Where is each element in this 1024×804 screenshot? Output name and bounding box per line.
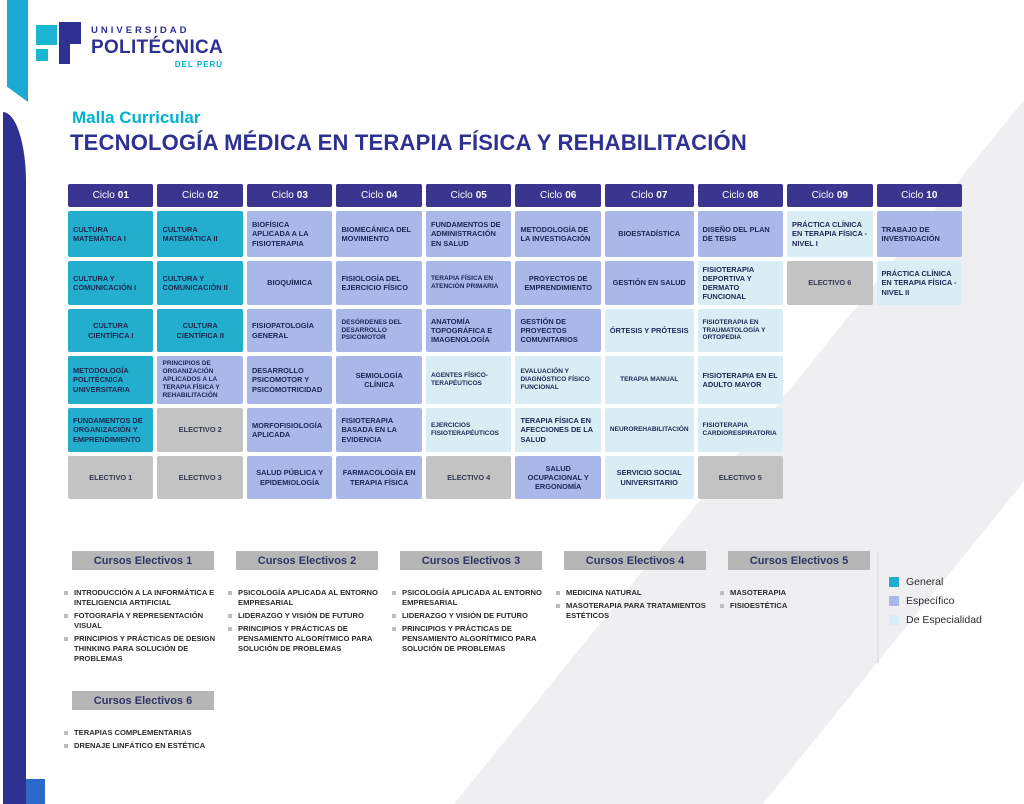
course-cell: CULTURA CIENTÍFICA II xyxy=(157,309,242,352)
cycle-header: Ciclo 05 xyxy=(426,184,512,207)
elective-course: PRINCIPIOS Y PRÁCTICAS DE PENSAMIENTO ALGORÍTMICO PARA SOLUCIÓN DE PROBLEMAS xyxy=(228,624,384,654)
elective-course: PSICOLOGÍA APLICADA AL ENTORNO EMPRESARIAL xyxy=(392,588,548,608)
course-cell: FUNDAMENTOS DE ORGANIZACIÓN Y EMPRENDIMIENTO xyxy=(68,408,153,452)
course-cell: MORFOFISIOLOGÍA APLICADA xyxy=(247,408,332,452)
course-cell: DESARROLLO PSICOMOTOR Y PSICOMOTRICIDAD xyxy=(247,356,332,404)
course-cell: ÓRTESIS Y PRÓTESIS xyxy=(605,309,694,352)
course-cell: EVALUACIÓN Y DIAGNÓSTICO FÍSICO FUNCIONAL xyxy=(515,356,600,404)
course-cell: CULTURA Y COMUNICACIÓN I xyxy=(68,261,153,305)
elective-course: FOTOGRAFÍA Y REPRESENTACIÓN VISUAL xyxy=(64,611,220,631)
course-cell: FISIOPATOLOGÍA GENERAL xyxy=(247,309,332,352)
elective-group xyxy=(392,551,556,667)
legend-label-especifico: Específico xyxy=(906,595,955,607)
course-cell: CULTURA CIENTÍFICA I xyxy=(68,309,153,352)
elective-group-title: Cursos Electivos 4 xyxy=(564,551,706,570)
legend-swatch-general xyxy=(889,577,899,587)
course-cell: FARMACOLOGÍA EN TERAPIA FÍSICA xyxy=(336,456,421,499)
elective-course: INTRODUCCIÓN A LA INFORMÁTICA E INTELIGENCIA ARTIFICIAL xyxy=(64,588,220,608)
cycle-header: Ciclo 07 xyxy=(605,184,694,207)
course-cell: ELECTIVO 2 xyxy=(157,408,242,452)
cycle-header: Ciclo 02 xyxy=(157,184,242,207)
course-cell: FISIOTERAPIA CARDIORESPIRATORIA xyxy=(698,408,783,452)
elective-group-title: Cursos Electivos 3 xyxy=(400,551,542,570)
left-cyan-accent xyxy=(7,0,28,102)
course-cell: BIOMECÁNICA DEL MOVIMIENTO xyxy=(336,211,421,257)
elective-course: PRINCIPIOS Y PRÁCTICAS DE PENSAMIENTO ALGORÍTMICO PARA SOLUCIÓN DE PROBLEMAS xyxy=(392,624,548,654)
logo-line-universidad: UNIVERSIDAD xyxy=(91,25,190,36)
elective-groups-row xyxy=(64,551,884,667)
course-cell: DESÓRDENES DEL DESARROLLO PSICOMOTOR xyxy=(336,309,421,352)
course-type-legend xyxy=(889,576,982,633)
course-cell: METODOLOGÍA POLITÉCNICA UNIVERSITARIA xyxy=(68,356,153,404)
course-cell: NEUROREHABILITACIÓN xyxy=(605,408,694,452)
left-navy-bar xyxy=(3,112,26,804)
cycle-header: Ciclo 08 xyxy=(698,184,783,207)
course-cell: TRABAJO DE INVESTIGACIÓN xyxy=(877,211,962,257)
empty-slot xyxy=(877,356,962,404)
course-cell: TERAPIA FÍSICA EN ATENCIÓN PRIMARIA xyxy=(426,261,512,305)
course-cell: ELECTIVO 1 xyxy=(68,456,153,499)
bottom-left-accent xyxy=(26,779,45,804)
elective-group xyxy=(556,551,720,667)
legend-label-general: General xyxy=(906,576,944,588)
empty-slot xyxy=(877,408,962,452)
page-title: TECNOLOGÍA MÉDICA EN TERAPIA FÍSICA Y REHABILITACIÓN xyxy=(70,130,747,155)
elective-course: PRINCIPIOS Y PRÁCTICAS DE DESIGN THINKING PARA SOLUCIÓN DE PROBLEMAS xyxy=(64,634,220,664)
empty-slot xyxy=(877,309,962,352)
elective-course-list xyxy=(392,588,548,654)
cycle-header: Ciclo 01 xyxy=(68,184,153,207)
course-cell: SEMIOLOGÍA CLÍNICA xyxy=(336,356,421,404)
course-cell: CULTURA MATEMÁTICA I xyxy=(68,211,153,257)
elective-course-list xyxy=(228,588,384,654)
course-cell: ELECTIVO 3 xyxy=(157,456,242,499)
course-cell: GESTIÓN DE PROYECTOS COMUNITARIOS xyxy=(515,309,600,352)
course-cell: FUNDAMENTOS DE ADMINISTRACIÓN EN SALUD xyxy=(426,211,512,257)
elective-course-list xyxy=(64,728,220,751)
elective-group xyxy=(720,551,884,667)
course-cell: METODOLOGÍA DE LA INVESTIGACIÓN xyxy=(515,211,600,257)
course-cell: PRINCIPIOS DE ORGANIZACIÓN APLICADOS A LA TERAPIA FÍSICA Y REHABILITACIÓN xyxy=(157,356,242,404)
cycle-header: Ciclo 04 xyxy=(336,184,421,207)
course-cell: SALUD OCUPACIONAL Y ERGONOMÍA xyxy=(515,456,600,499)
elective-group xyxy=(64,691,228,751)
course-cell: PROYECTOS DE EMPRENDIMIENTO xyxy=(515,261,600,305)
course-cell: ELECTIVO 4 xyxy=(426,456,512,499)
course-cell: FISIOTERAPIA BASADA EN LA EVIDENCIA xyxy=(336,408,421,452)
course-cell: BIOFÍSICA APLICADA A LA FISIOTERAPIA xyxy=(247,211,332,257)
empty-slot xyxy=(787,408,872,452)
page-subtitle: Malla Curricular xyxy=(72,108,201,127)
course-cell: PRÁCTICA CLÍNICA EN TERAPIA FÍSICA - NIVEL II xyxy=(877,261,962,305)
course-cell: BIOESTADÍSTICA xyxy=(605,211,694,257)
logo-line-politecnica: POLITÉCNICA xyxy=(91,37,224,58)
empty-slot xyxy=(787,356,872,404)
cycle-header: Ciclo 09 xyxy=(787,184,872,207)
elective-course: LIDERAZGO Y VISIÓN DE FUTURO xyxy=(392,611,548,621)
elective-group-title: Cursos Electivos 1 xyxy=(72,551,214,570)
elective-group-title: Cursos Electivos 5 xyxy=(728,551,870,570)
legend-label-especialidad: De Especialidad xyxy=(906,614,982,626)
course-cell: PRÁCTICA CLÍNICA EN TERAPIA FÍSICA - NIVEL I xyxy=(787,211,872,257)
course-cell: TERAPIA MANUAL xyxy=(605,356,694,404)
university-logo-icon xyxy=(36,22,82,66)
legend-item-especifico xyxy=(889,595,982,607)
course-cell: CULTURA MATEMÁTICA II xyxy=(157,211,242,257)
cycle-header: Ciclo 03 xyxy=(247,184,332,207)
course-cell: EJERCICIOS FISIOTERAPÉUTICOS xyxy=(426,408,512,452)
course-cell: CULTURA Y COMUNICACIÓN II xyxy=(157,261,242,305)
empty-slot xyxy=(787,309,872,352)
course-cell: ANATOMÍA TOPOGRÁFICA E IMAGENOLOGÍA xyxy=(426,309,512,352)
cycle-header: Ciclo 06 xyxy=(515,184,600,207)
curriculum-grid xyxy=(68,184,962,499)
elective-course: TERAPIAS COMPLEMENTARIAS xyxy=(64,728,220,738)
elective-group-title: Cursos Electivos 6 xyxy=(72,691,214,710)
elective-course: LIDERAZGO Y VISIÓN DE FUTURO xyxy=(228,611,384,621)
empty-slot xyxy=(787,456,872,499)
course-cell: TERAPIA FÍSICA EN AFECCIONES DE LA SALUD xyxy=(515,408,600,452)
elective-group xyxy=(228,551,392,667)
elective-group-6-container xyxy=(64,691,294,754)
cycle-header: Ciclo 10 xyxy=(877,184,962,207)
course-cell: BIOQUÍMICA xyxy=(247,261,332,305)
elective-course-list xyxy=(556,588,712,621)
legend-swatch-especifico xyxy=(889,596,899,606)
elective-course: MASOTERAPIA PARA TRATAMIENTOS ESTÉTICOS xyxy=(556,601,712,621)
course-cell: DISEÑO DEL PLAN DE TESIS xyxy=(698,211,783,257)
legend-item-especialidad xyxy=(889,614,982,626)
course-cell: FISIOTERAPIA EN TRAUMATOLOGÍA Y ORTOPEDIA xyxy=(698,309,783,352)
elective-course: MASOTERAPIA xyxy=(720,588,876,598)
course-cell: GESTIÓN EN SALUD xyxy=(605,261,694,305)
course-cell: AGENTES FÍSICO-TERAPÉUTICOS xyxy=(426,356,512,404)
course-cell: FISIOTERAPIA DEPORTIVA Y DERMATO FUNCIONAL xyxy=(698,261,783,305)
elective-course-list xyxy=(64,588,220,664)
course-cell: SERVICIO SOCIAL UNIVERSITARIO xyxy=(605,456,694,499)
legend-swatch-especialidad xyxy=(889,615,899,625)
university-logo xyxy=(36,22,223,69)
course-cell: FISIOLOGÍA DEL EJERCICIO FÍSICO xyxy=(336,261,421,305)
course-cell: SALUD PÚBLICA Y EPIDEMIOLOGÍA xyxy=(247,456,332,499)
empty-slot xyxy=(877,456,962,499)
legend-divider xyxy=(877,551,879,663)
university-logo-text xyxy=(91,22,223,69)
elective-course: DRENAJE LINFÁTICO EN ESTÉTICA xyxy=(64,741,220,751)
elective-course: FISIOESTÉTICA xyxy=(720,601,876,611)
elective-course: MEDICINA NATURAL xyxy=(556,588,712,598)
elective-course: PSICOLOGÍA APLICADA AL ENTORNO EMPRESARIAL xyxy=(228,588,384,608)
course-cell: ELECTIVO 5 xyxy=(698,456,783,499)
course-cell: ELECTIVO 6 xyxy=(787,261,872,305)
elective-group xyxy=(64,551,228,667)
elective-course-list xyxy=(720,588,876,611)
course-cell: FISIOTERAPIA EN EL ADULTO MAYOR xyxy=(698,356,783,404)
elective-group-title: Cursos Electivos 2 xyxy=(236,551,378,570)
legend-item-general xyxy=(889,576,982,588)
logo-line-del-peru: DEL PERÚ xyxy=(174,60,224,69)
